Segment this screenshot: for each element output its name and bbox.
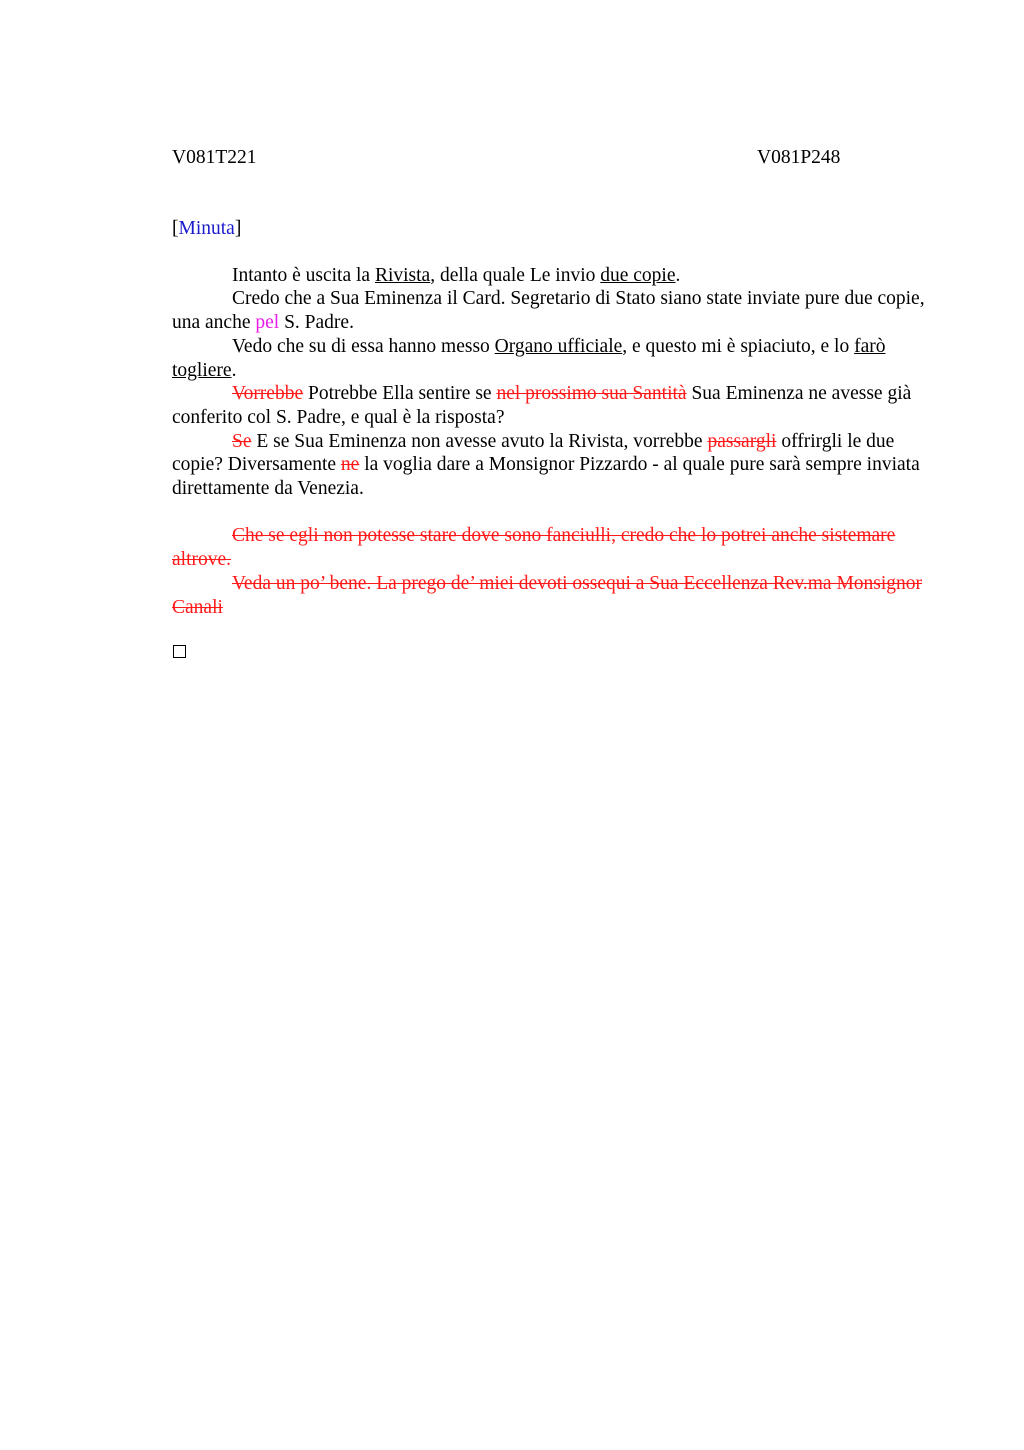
document-code-right: V081P248 xyxy=(757,147,841,168)
end-of-document-box-icon xyxy=(173,645,186,658)
document-code-left: V081T221 xyxy=(172,147,257,168)
bracket-close: ] xyxy=(234,218,242,239)
deleted-passage xyxy=(172,524,932,619)
inserted-word-pel: pel xyxy=(255,312,280,334)
paragraph-4 xyxy=(172,382,932,429)
deleted-word: ne xyxy=(340,454,360,476)
minuta-text: Minuta xyxy=(178,218,235,239)
text-run: Intanto è uscita la xyxy=(232,264,375,286)
paragraph-3 xyxy=(172,335,932,382)
text-run: la voglia dare a Monsignor Pizzardo - al quale pure sarà sempre inviata direttamente da Venezia. xyxy=(172,454,920,500)
text-run: Credo che a Sua Eminenza il Card. Segretario di Stato siano state inviate pure due copie, una anche xyxy=(172,288,925,334)
deleted-word: passargli xyxy=(707,430,777,452)
text-run: . xyxy=(231,359,237,381)
document-codes xyxy=(172,146,932,170)
deleted-paragraph-2: Veda un po’ bene. La prego de’ miei devoti ossequi a Sua Eccellenza Rev.ma Monsignor Canali xyxy=(172,572,923,618)
paragraph-5 xyxy=(172,430,932,501)
deleted-paragraph-1: Che se egli non potesse stare dove sono fanciulli, credo che lo potrei anche sistemare altrove. xyxy=(172,525,896,571)
underlined-rivista: Rivista xyxy=(374,264,431,286)
deleted-word: Se xyxy=(232,430,252,452)
paragraph-2 xyxy=(172,287,932,334)
minuta-label xyxy=(172,217,932,241)
deleted-phrase: nel prossimo sua Santità xyxy=(496,383,687,405)
underlined-due-copie: due copie xyxy=(600,264,676,286)
paragraph-1 xyxy=(172,264,932,288)
bracket-open: [ xyxy=(172,218,179,239)
text-run: , e questo mi è spiaciuto, e lo xyxy=(622,335,855,357)
text-run: Sua Eminenza ne avesse già conferito col S. Padre, e qual è la risposta? xyxy=(172,383,912,428)
text-run: , della quale Le invio xyxy=(430,264,601,286)
underlined-organo-ufficiale: Organo ufficiale xyxy=(494,335,623,357)
text-run: Vedo che su di essa hanno messo xyxy=(232,335,495,357)
text-run: offrirgli le due copie? Diversamente xyxy=(172,430,895,476)
text-run: . xyxy=(675,264,681,286)
text-run: E se Sua Eminenza non avesse avuto la Rivista, vorrebbe xyxy=(251,430,708,452)
underlined-faro-togliere: farò togliere xyxy=(172,335,886,381)
document-page xyxy=(172,146,932,658)
text-run: S. Padre. xyxy=(279,312,354,334)
text-run: Potrebbe Ella sentire se xyxy=(303,383,497,405)
letter-body xyxy=(172,264,932,501)
deleted-word: Vorrebbe xyxy=(232,383,304,405)
